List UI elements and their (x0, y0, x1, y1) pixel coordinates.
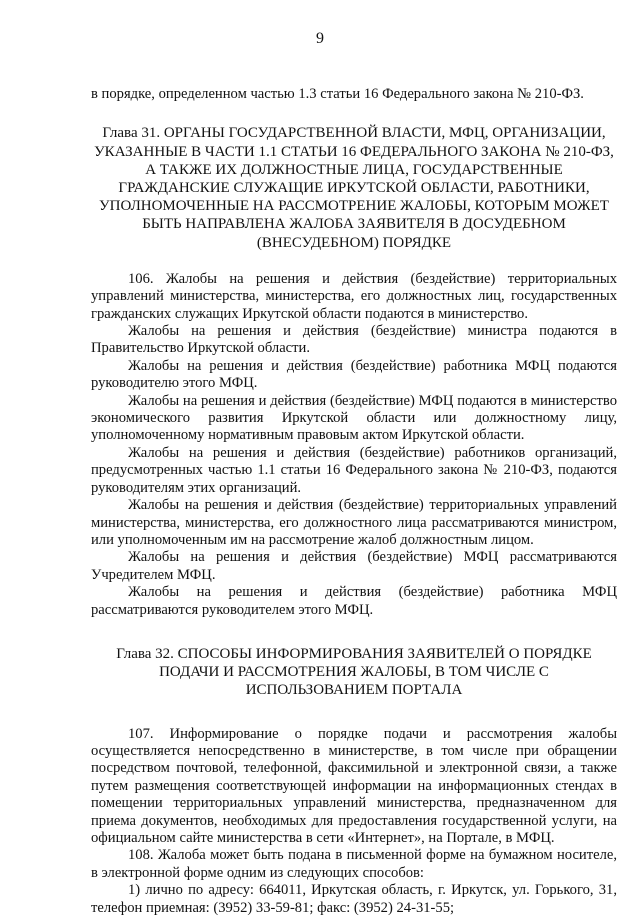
paragraph-107: 107. Информирование о порядке подачи и рассмотрения жалобы осуществляется непосредственно в министерстве, в том числе при обращении посредством почтовой, телефонной, факсимильной и электронной связи, а также путем размещения соответствующей информации на информационных стендах в помещении территориальных управлений министерства, предназначенном для приема документов, необходимых для предоставления государственной услуги, на официальном сайте министерства в сети «Интернет», на Портале, в МФЦ. (91, 725, 617, 846)
paragraph-continuation: в порядке, определенном частью 1.3 статьи 16 Федерального закона № 210-ФЗ. (91, 86, 584, 102)
page-number: 9 (316, 30, 324, 47)
chapter-32-heading: Глава 32. СПОСОБЫ ИНФОРМИРОВАНИЯ ЗАЯВИТЕЛЕЙ О ПОРЯДКЕ ПОДАЧИ И РАССМОТРЕНИЯ ЖАЛОБЫ, В ТОМ ЧИСЛЕ С ИСПОЛЬЗОВАНИЕМ ПОРТАЛА (116, 645, 592, 699)
paragraph-108-item-1: 1) лично по адресу: 664011, Иркутская область, г. Иркутск, ул. Горького, 31, телефон приемная: (3952) 33-59-81; факс: (3952) 24-31-55; (91, 882, 617, 916)
paragraph-mfc-complaints: Жалобы на решения и действия (бездействие) МФЦ подаются в министерство экономического развития Иркутской области или должностному лицу, уполномоченному нормативным правовым актом Иркутской области. (91, 392, 617, 444)
paragraph-mfc-worker-complaints: Жалобы на решения и действия (бездействие) работника МФЦ подаются руководителю этого МФЦ. (91, 357, 617, 392)
paragraph-106: 106. Жалобы на решения и действия (бездействие) территориальных управлений министерства, министерства, его должностных лиц, государственных гражданских служащих Иркутской области подаются в министерство. (91, 270, 617, 322)
paragraph-108: 108. Жалоба может быть подана в письменной форме на бумажном носителе, в электронной форме одним из следующих способов: (91, 847, 617, 881)
paragraph-organization-complaints: Жалобы на решения и действия (бездействие) работников организаций, предусмотренных частью 1.1 статьи 16 Федерального закона № 210-ФЗ, подаются руководителям этих организаций. (91, 444, 617, 496)
chapter-31-heading: Глава 31. ОРГАНЫ ГОСУДАРСТВЕННОЙ ВЛАСТИ, МФЦ, ОРГАНИЗАЦИИ, УКАЗАННЫЕ В ЧАСТИ 1.1 СТАТЬИ 16 ФЕДЕРАЛЬНОГО ЗАКОНА № 210-ФЗ, А ТАКЖЕ ИХ ДОЛЖНОСТНЫЕ ЛИЦА, ГОСУДАРСТВЕННЫЕ ГРАЖДАНСКИЕ СЛУЖАЩИЕ ИРКУТСКОЙ ОБЛАСТИ, РАБОТНИКИ, УПОЛНОМОЧЕННЫЕ НА РАССМОТРЕНИЕ ЖАЛОБЫ, КОТОРЫМ МОЖЕТ БЫТЬ НАПРАВЛЕНА ЖАЛОБА ЗАЯВИТЕЛЯ В ДОСУДЕБНОМ (ВНЕСУДЕБНОМ) ПОРЯДКЕ (94, 125, 614, 251)
paragraph-review-by-minister: Жалобы на решения и действия (бездействие) территориальных управлений министерства, министерства, его должностного лица рассматриваются министром, или уполномоченным им на рассмотрение жалоб должностным лицом. (91, 497, 617, 548)
page-content (91, 86, 617, 917)
paragraph-review-by-founder: Жалобы на решения и действия (бездействие) МФЦ рассматриваются Учредителем МФЦ. (91, 549, 617, 583)
paragraph-review-by-mfc-head: Жалобы на решения и действия (бездействие) работника МФЦ рассматриваются руководителем этого МФЦ. (91, 584, 617, 618)
paragraph-minister-complaints: Жалобы на решения и действия (бездействие) министра подаются в Правительство Иркутской области. (91, 323, 617, 357)
